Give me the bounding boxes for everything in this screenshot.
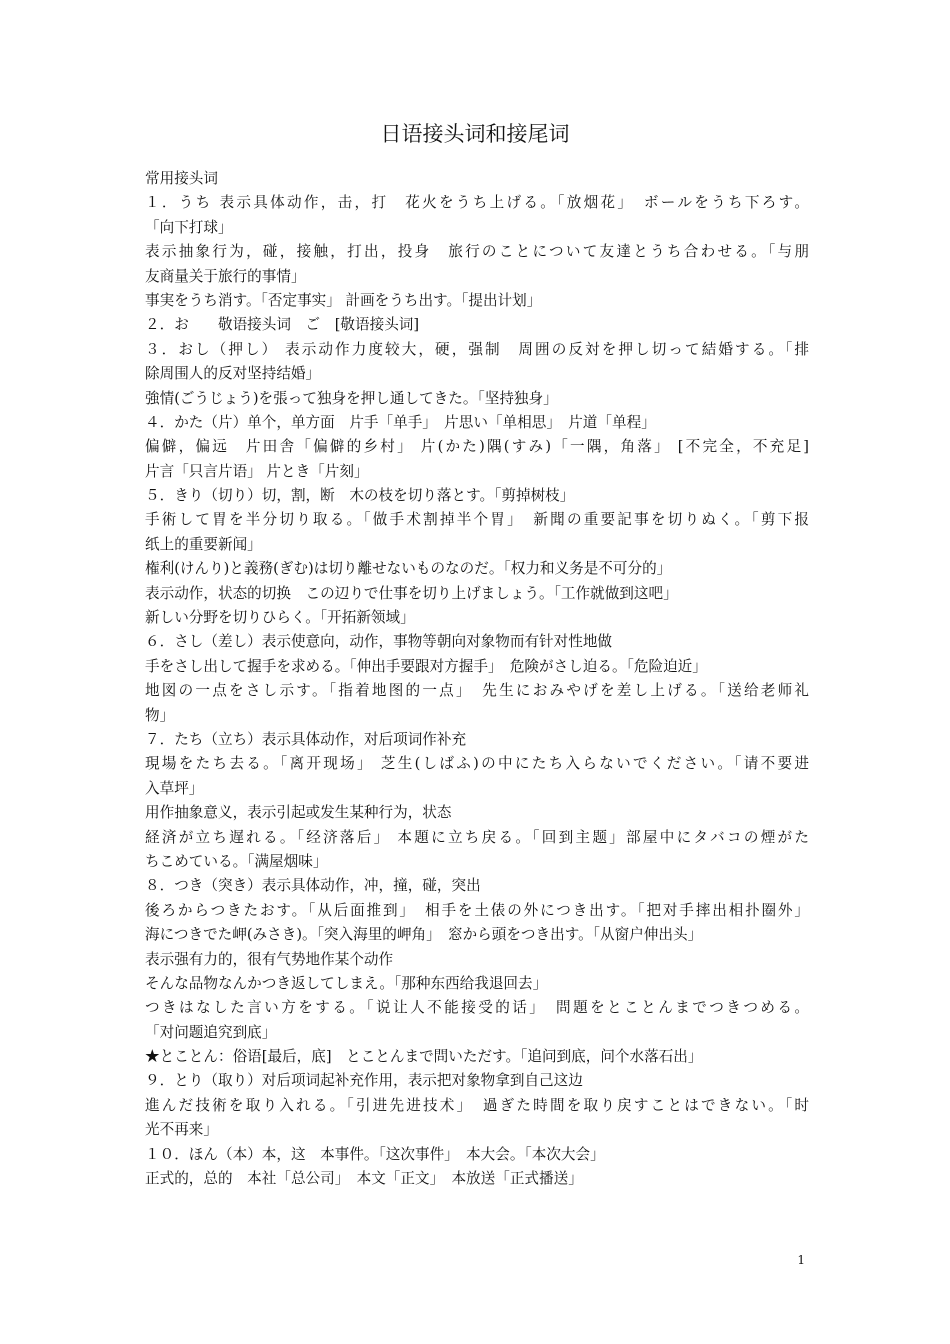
text-line: ６．さし（差し）表示使意向，动作，事物等朝向对象物而有针对性地做 (145, 633, 613, 651)
text-line: 除周围人的反对坚持结婚」 (145, 365, 321, 383)
text-line: １．うち 表示具体动作，击，打 花火をうち上げる。「放烟花」 ボールをうち下ろす。 (145, 194, 809, 212)
text-line: 経済が立ち遅れる。「经济落后」 本題に立ち戻る。「回到主题」部屋中にタバコの煙がた (145, 828, 809, 846)
text-line: 後ろからつきたおす。「从后面推到」 相手を土俵の外につき出す。「把对手摔出相扑圈外」 (145, 901, 809, 919)
document-body (145, 167, 809, 1191)
text-line: ★とことん：俗语[最后，底] とことんまで問いただす。「追问到底，问个水落石出」 (145, 1048, 703, 1066)
text-line: 手術して胃を半分切り取る。「做手术割掉半个胃」 新聞の重要記事を切りぬく。「剪下报 (145, 511, 809, 529)
text-line: 纸上的重要新闻」 (145, 535, 262, 553)
text-line: ７．たち（立ち）表示具体动作，对后项词作补充 (145, 730, 467, 748)
text-line: つきはなした言い方をする。「说让人不能接受的话」 問題をとことんまでつきつめる。 (145, 999, 809, 1017)
text-line: ８．つき（突き）表示具体动作，冲，撞，碰，突出 (145, 877, 481, 895)
text-line: ５．きり（切り）切，割，断 木の枝を切り落とす。「剪掉树枝」 (145, 487, 575, 505)
text-line: 光不再来」 (145, 1121, 218, 1139)
text-line: 強情(ごうじょう)を張って独身を押し通してきた。「坚持独身」 (145, 389, 558, 407)
text-line: 「对问题追究到底」 (145, 1023, 277, 1041)
text-line: ４．かた（片）单个，单方面 片手「单手」 片思い「单相思」 片道「单程」 (145, 413, 656, 431)
text-line: ９．とり（取り）对后项词起补充作用，表示把对象物拿到自己这边 (145, 1072, 583, 1090)
text-line: 正式的，总的 本社「总公司」 本文「正文」 本放送「正式播送」 (145, 1170, 583, 1188)
text-line: １０．ほん（本）本，这 本事件。「这次事件」 本大会。「本次大会」 (145, 1145, 605, 1163)
text-line: そんな品物なんかつき返してしまえ。「那种东西给我退回去」 (145, 974, 548, 992)
text-line: 用作抽象意义，表示引起或发生某种行为，状态 (145, 804, 452, 822)
page-number: 1 (797, 1253, 805, 1267)
text-line: 偏僻，偏远 片田舎「偏僻的乡村」 片(かた)隅(すみ)「一隅，角落」 [不完全，不充足] (145, 438, 809, 456)
text-line: 権利(けんり)と義務(ぎむ)は切り離せないものなのだ。「权力和义务是不可分的」 (145, 560, 672, 578)
text-line: ２．お 敬语接头词 ご [敬语接头词] (145, 316, 420, 334)
text-line: 表示抽象行为，碰，接触，打出，投身 旅行のことについて友達とうち合わせる。「与朋 (145, 243, 809, 261)
text-line: 事実をうち消す。「否定事实」 計画をうち出す。「提出计划」 (145, 291, 542, 309)
text-line: 手をさし出して握手を求める。「伸出手要跟对方握手」 危険がさし迫る。「危险迫近」 (145, 657, 707, 675)
text-line: 「向下打球」 (145, 218, 233, 236)
text-line: 地図の一点をさし示す。「指着地图的一点」 先生におみやげを差し上げる。「送给老师礼 (145, 682, 809, 700)
text-line: 進んだ技術を取り入れる。「引进先进技术」 過ぎた時間を取り戻すことはできない。「时 (145, 1096, 809, 1114)
text-line: 友商量关于旅行的事情」 (145, 267, 306, 285)
text-line: 海につきでた岬(みさき)。「突入海里的岬角」 窓から頭をつき出す。「从窗户伸出头」 (145, 926, 703, 944)
text-line: 物」 (145, 706, 175, 724)
text-line: 現場をたち去る。「离开现场」 芝生(しばふ)の中にたち入らないでください。「请不要进 (145, 755, 809, 773)
text-line: 表示强有力的，很有气势地作某个动作 (145, 950, 394, 968)
text-line: 常用接头词 (145, 170, 218, 187)
page-title: 日语接头词和接尾词 (380, 122, 570, 146)
text-line: 表示动作，状态的切换 この辺りで仕事を切り上げましょう。「工作就做到这吧」 (145, 584, 678, 602)
text-line: 片言「只言片语」 片とき「片刻」 (145, 462, 369, 480)
text-line: ３．おし（押し） 表示动作力度较大，硬，强制 周囲の反対を押し切って結婚する。「排 (145, 340, 809, 358)
text-line: ちこめている。「满屋烟味」 (145, 852, 328, 870)
text-line: 入草坪」 (145, 779, 204, 797)
text-line: 新しい分野を切りひらく。「开拓新领域」 (145, 609, 415, 627)
